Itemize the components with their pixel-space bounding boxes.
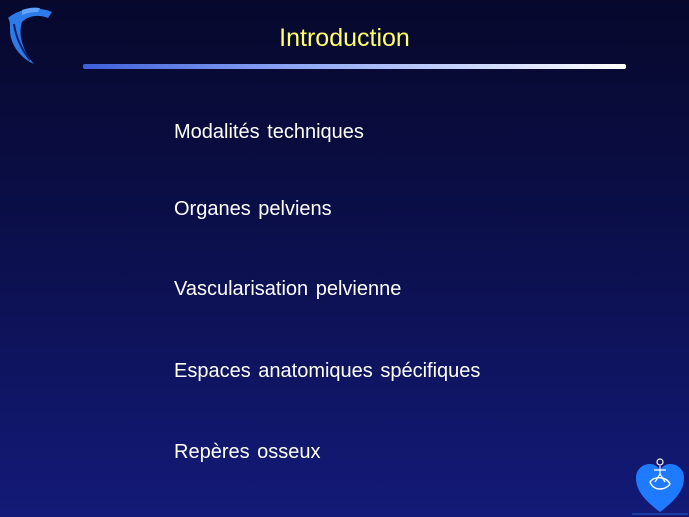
topic-item: Vascularisation pelvienne <box>174 278 402 300</box>
slide-title: Introduction <box>279 24 410 52</box>
topic-item: Organes pelviens <box>174 198 332 220</box>
heart-with-figure-icon <box>632 456 688 516</box>
topic-item: Repères osseux <box>174 441 321 463</box>
topic-item: Modalités techniques <box>174 121 364 143</box>
title-divider <box>83 64 626 69</box>
topic-item: Espaces anatomiques spécifiques <box>174 360 481 382</box>
